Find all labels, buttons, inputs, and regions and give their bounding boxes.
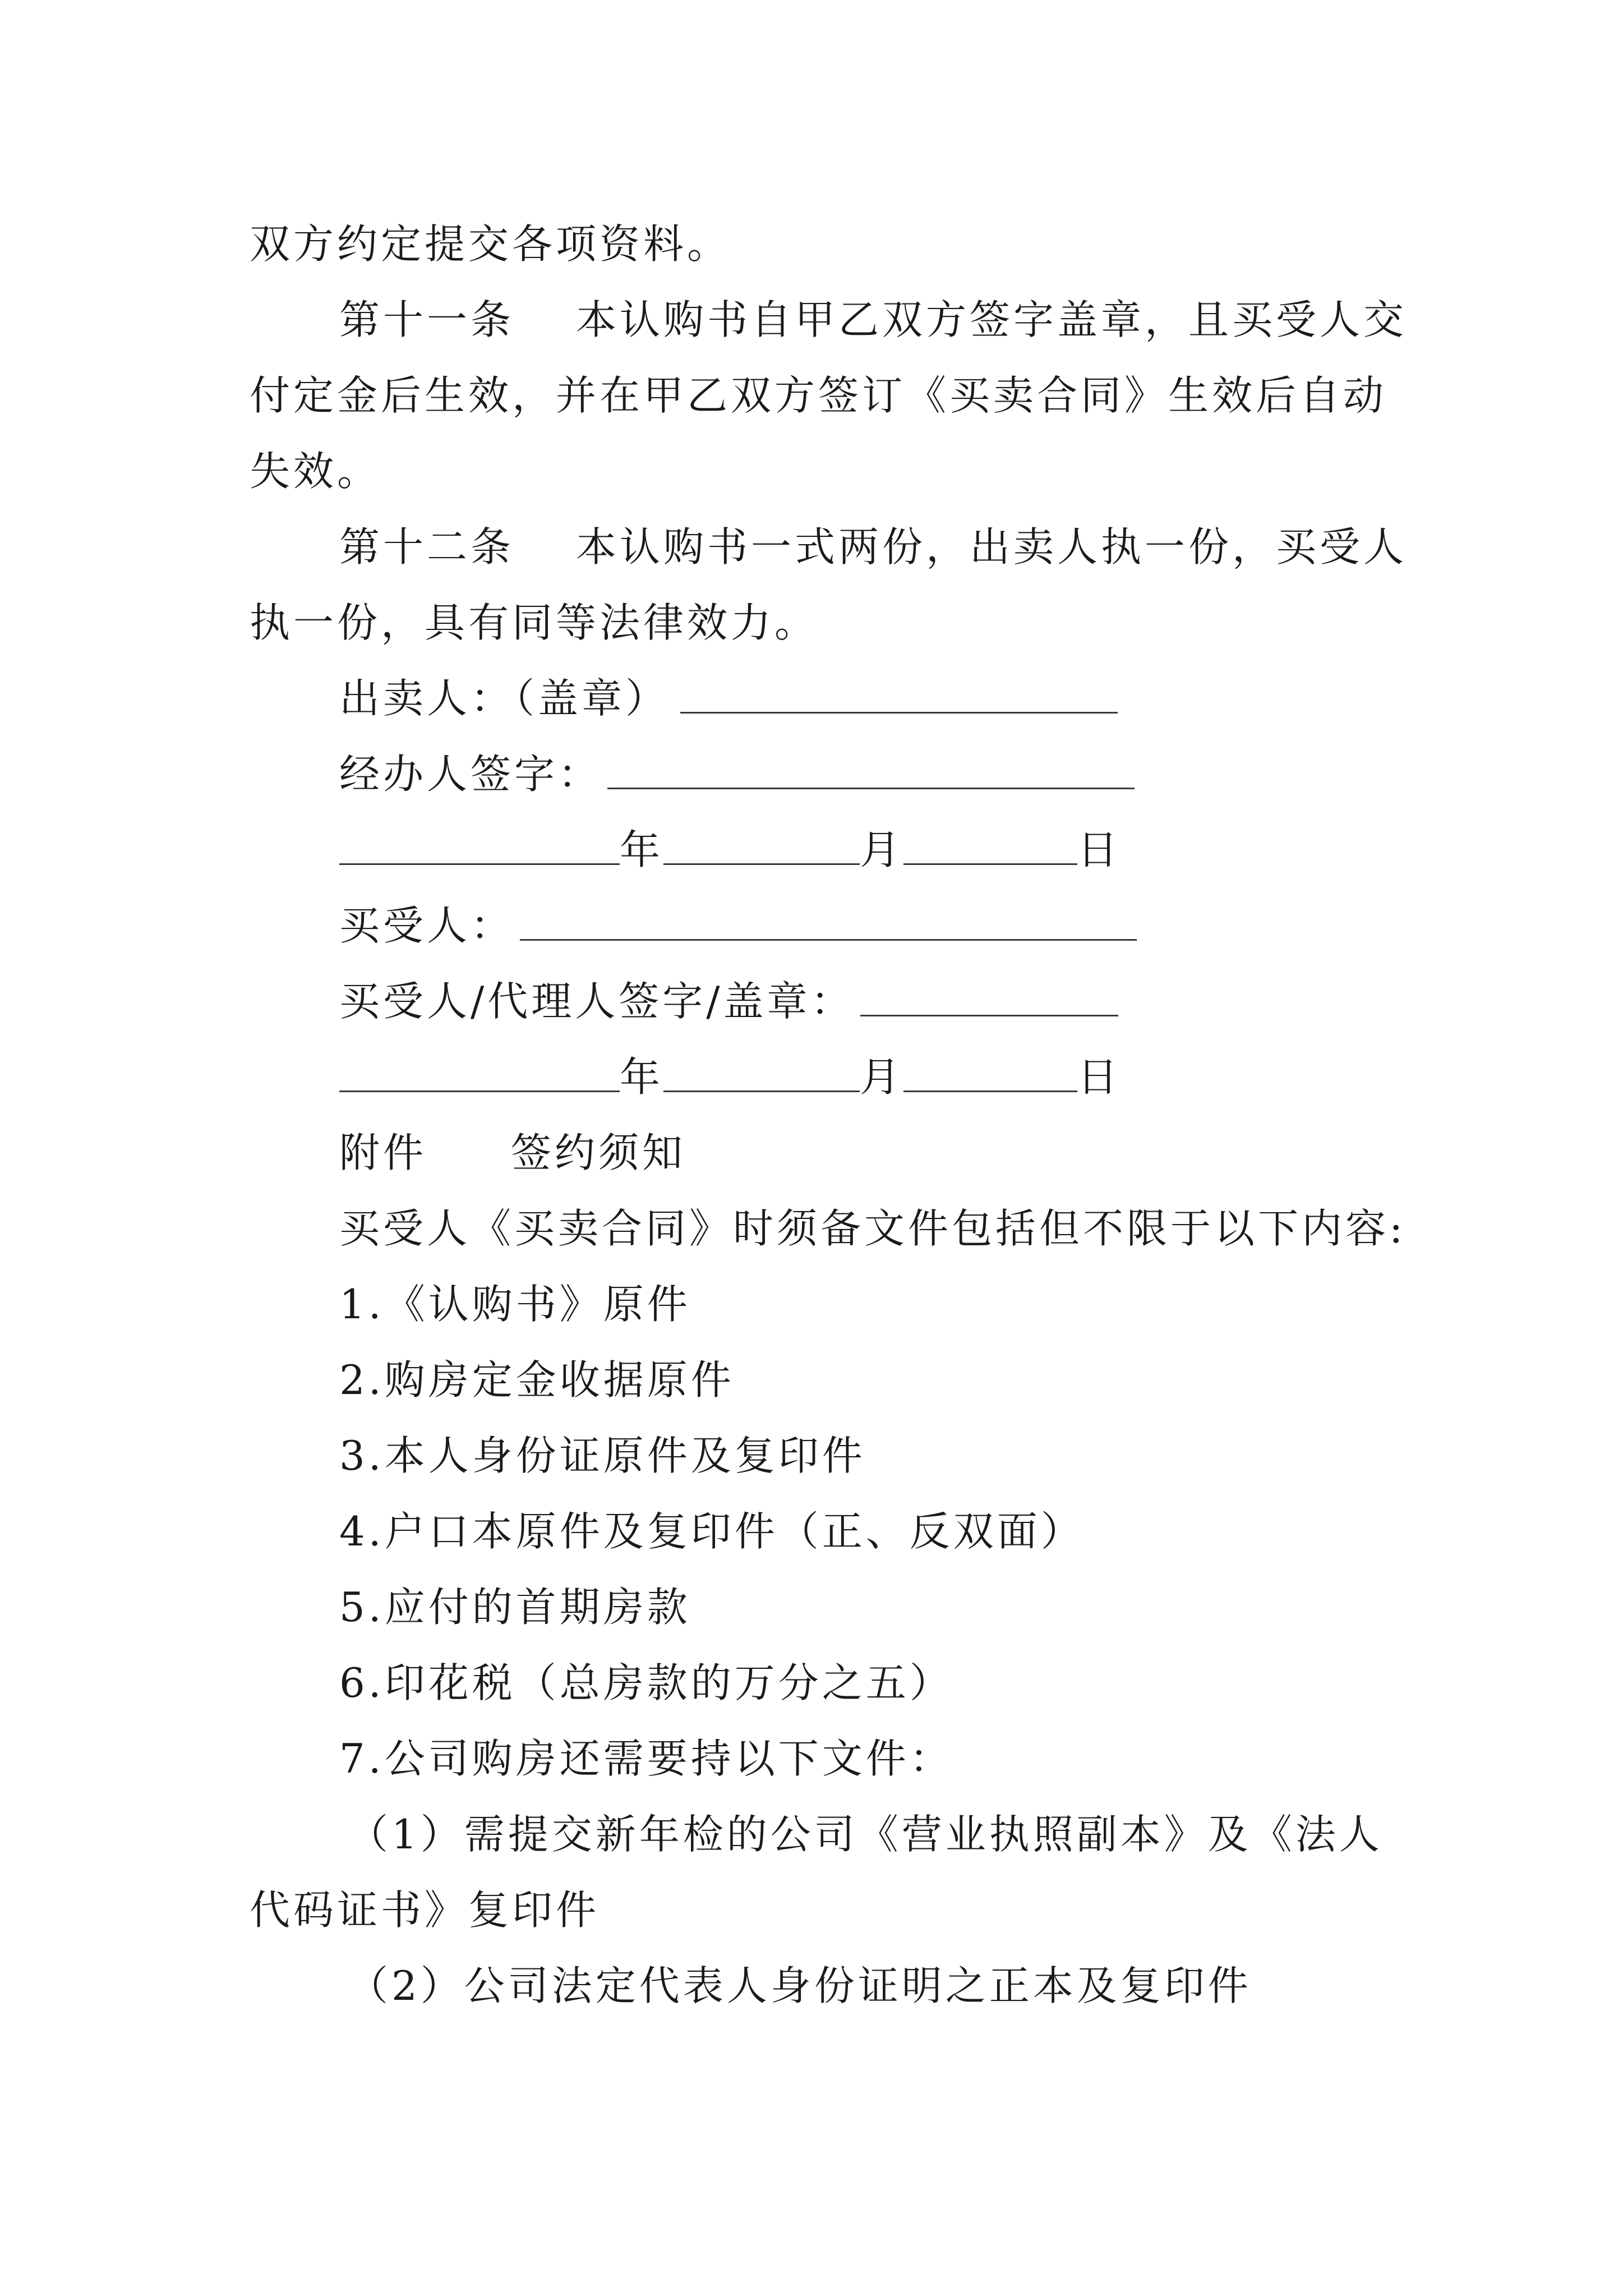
- sub-item-2: [0, 1958, 1623, 2014]
- article-11-line-2: [0, 367, 1623, 424]
- article-12-line-1: [0, 519, 1623, 575]
- appendix-intro-text: 买受人《买卖合同》时须备文件包括但不限于以下内容:: [339, 1205, 1407, 1252]
- list-item: [0, 1352, 1623, 1408]
- seller-blank: [680, 670, 1118, 714]
- article-11-text: 本认购书自甲乙双方签字盖章，且买受人交: [576, 296, 1408, 343]
- paragraph-line: [0, 216, 1623, 272]
- sub-item-1-line-1: [0, 1806, 1623, 1862]
- list-item-text: 5.应付的首期房款: [339, 1584, 691, 1631]
- list-item-text: 1.《认购书》原件: [339, 1281, 691, 1328]
- buyer-signature-line: [0, 898, 1623, 954]
- buyer-agent-label: 买受人/代理人签字/盖章：: [339, 978, 855, 1025]
- list-item: [0, 1503, 1623, 1559]
- list-item-text: 4.户口本原件及复印件（正、反双面）: [339, 1508, 1085, 1555]
- article-11-text: 失效。: [250, 448, 381, 495]
- appendix-intro: [0, 1200, 1623, 1257]
- year-label: 年: [620, 826, 664, 873]
- buyer-blank: [520, 898, 1137, 941]
- article-11-number: 第十一条: [339, 296, 515, 343]
- agent-blank: [607, 746, 1135, 789]
- article-11-text: 付定金后生效，并在甲乙双方签订《买卖合同》生效后自动: [250, 372, 1387, 419]
- list-item: [0, 1579, 1623, 1635]
- article-12-text: 本认购书一式两份，出卖人执一份，买受人: [576, 523, 1408, 570]
- list-item: [0, 1731, 1623, 1787]
- month-blank: [663, 1049, 860, 1092]
- list-item-text: 2.购房定金收据原件: [339, 1356, 735, 1404]
- agent-signature-line: [0, 746, 1623, 802]
- sub-item-text: （1）需提交新年检的公司《营业执照副本》及《法人: [348, 1811, 1383, 1858]
- article-12-number: 第十二条: [339, 523, 515, 570]
- month-label: 月: [860, 1053, 904, 1101]
- article-11-line-3: [0, 443, 1623, 499]
- year-blank: [339, 822, 620, 865]
- list-item: [0, 1655, 1623, 1711]
- day-label: 日: [1077, 1053, 1122, 1101]
- buyer-agent-blank: [860, 973, 1118, 1016]
- sub-item-text: （2）公司法定代表人身份证明之正本及复印件: [348, 1962, 1252, 2009]
- list-item-text: 7.公司购房还需要持以下文件：: [339, 1735, 953, 1782]
- day-label: 日: [1077, 826, 1122, 873]
- buyer-agent-signature-line: [0, 973, 1623, 1029]
- buyer-date-line: [0, 1049, 1623, 1105]
- year-label: 年: [620, 1053, 664, 1101]
- sub-item-1-line-2: [0, 1882, 1623, 1938]
- day-blank: [903, 1049, 1077, 1092]
- day-blank: [903, 822, 1077, 865]
- seller-date-line: [0, 822, 1623, 878]
- sub-item-text: 代码证书》复印件: [250, 1887, 600, 1934]
- agent-label: 经办人签字：: [339, 751, 602, 798]
- appendix-label: 附件: [339, 1129, 427, 1176]
- appendix-title: 签约须知: [511, 1129, 686, 1176]
- list-item: [0, 1428, 1623, 1484]
- seller-signature-line: [0, 670, 1623, 726]
- list-item-text: 6.印花税（总房款的万分之五）: [339, 1659, 953, 1706]
- list-item: [0, 1276, 1623, 1332]
- article-11-line-1: [0, 292, 1623, 348]
- article-12-line-2: [0, 595, 1623, 651]
- appendix-heading: [0, 1125, 1623, 1181]
- month-blank: [663, 822, 860, 865]
- year-blank: [339, 1049, 620, 1092]
- paragraph-text: 双方约定提交各项资料。: [250, 220, 731, 268]
- article-12-text: 执一份，具有同等法律效力。: [250, 599, 819, 646]
- seller-label: 出卖人：（盖章）: [339, 675, 670, 722]
- list-item-text: 3.本人身份证原件及复印件: [339, 1432, 866, 1479]
- buyer-label: 买受人：: [339, 902, 515, 949]
- month-label: 月: [860, 826, 904, 873]
